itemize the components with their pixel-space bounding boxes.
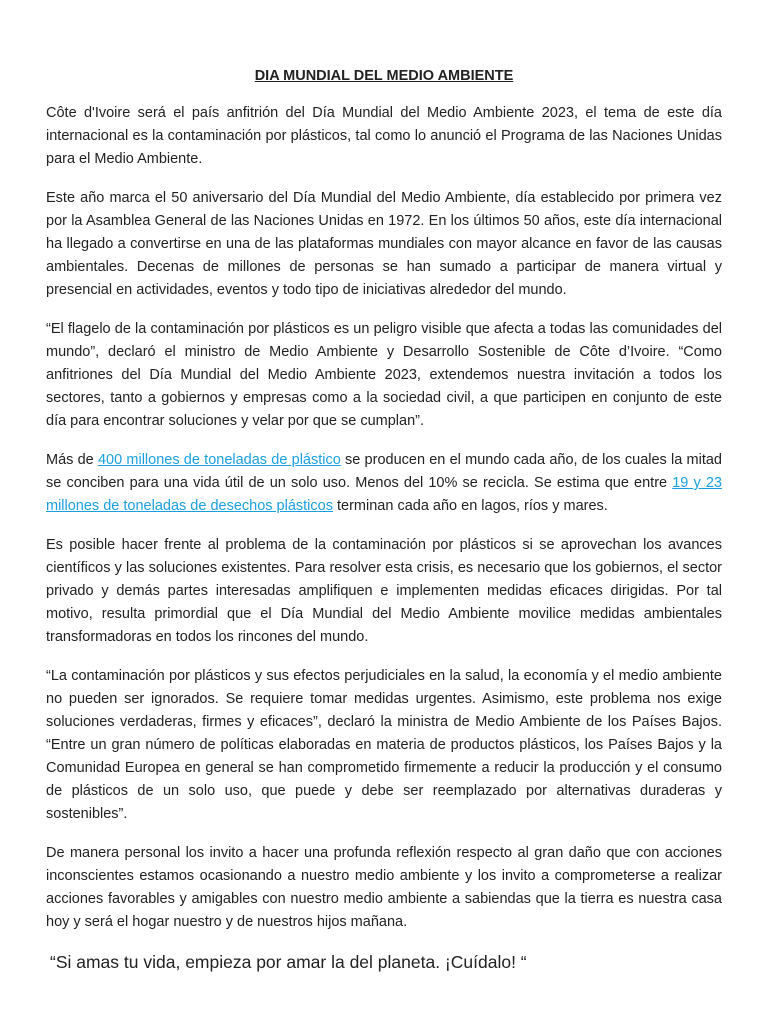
paragraph-plastic-statistics [46, 449, 722, 518]
paragraph-anniversary: Este año marca el 50 aniversario del Día Mundial del Medio Ambiente, día establecido por primera vez por la Asamblea General de las Naciones Unidas en 1972. En los últimos 50 años, este día internacional ha llegado a convertirse en una de las plataformas mundiales con mayor alcance en favor de las causas ambientales. Decenas de millones de personas se han sumado a participar de manera virtual y presencial en actividades, eventos y todo tipo de iniciativas alrededor del mundo. [46, 190, 722, 298]
closing-quote: “Si amas tu vida, empieza por amar la del planeta. ¡Cuídalo! “ [50, 952, 527, 972]
paragraph-minister-quote-netherlands: “La contaminación por plásticos y sus efectos perjudiciales en la salud, la economía y el medio ambiente no pueden ser ignorados. Se requiere tomar medidas urgentes. Asimismo, este problema nos exige soluciones verdaderas, firmes y eficaces”, declaró la ministra de Medio Ambiente de los Países Bajos. “Entre un gran número de políticas elaboradas en materia de productos plásticos, los Países Bajos y la Comunidad Europea en general se han comprometido firmemente a reducir la producción y el consumo de plásticos de un solo uso, que puede y debe ser reemplazado por alternativas duraderas y sostenibles”. [46, 668, 722, 822]
statistics-text-1: Más de [46, 452, 98, 468]
link-plastic-waste[interactable]: 19 y 23 millones de toneladas de desechos plásticos [46, 475, 722, 514]
document-title: DIA MUNDIAL DEL MEDIO AMBIENTE [254, 68, 514, 84]
paragraph-intro: Côte d'Ivoire será el país anfitrión del Día Mundial del Medio Ambiente 2023, el tema de este día internacional es la contaminación por plásticos, tal como lo anunció el Programa de las Naciones Unidas para el Medio Ambiente. [46, 105, 722, 167]
paragraph-solutions: Es posible hacer frente al problema de la contaminación por plásticos si se aprovechan los avances científicos y las soluciones existentes. Para resolver esta crisis, es necesario que los gobiernos, el sector privado y demás partes interesadas amplifiquen e implementen medidas eficaces dirigidas. Por tal motivo, resulta primordial que el Día Mundial del Medio Ambiente movilice medidas ambientales transformadoras en todos los rincones del mundo. [46, 537, 722, 645]
statistics-text-3: terminan cada año en lagos, ríos y mares. [332, 498, 608, 514]
paragraph-personal-reflection: De manera personal los invito a hacer una profunda reflexión respecto al gran daño que con acciones inconscientes estamos ocasionando a nuestro medio ambiente y los invito a comprometerse a realizar acciones favorables y amigables con nuestro medio ambiente a sabiendas que la tierra es nuestra casa hoy y será el hogar nuestro y de nuestros hijos mañana. [46, 845, 722, 930]
statistics-text-2: se producen en el mundo cada año, de los cuales la mitad se conciben para una vida útil de un solo uso. Menos del 10% se recicla. Se estima que entre [46, 452, 723, 491]
link-plastic-production[interactable]: 400 millones de toneladas de plástico [97, 452, 341, 468]
paragraph-minister-quote-cote-divoire: “El flagelo de la contaminación por plásticos es un peligro visible que afecta a todas las comunidades del mundo”, declaró el ministro de Medio Ambiente y Desarrollo Sostenible de Côte d’Ivoire. “Como anfitriones del Día Mundial del Medio Ambiente 2023, extendemos nuestra invitación a todos los sectores, tanto a gobiernos y empresas como a la sociedad civil, a que participen en conjunto de este día para encontrar soluciones y velar por que se cumplan”. [46, 321, 722, 429]
